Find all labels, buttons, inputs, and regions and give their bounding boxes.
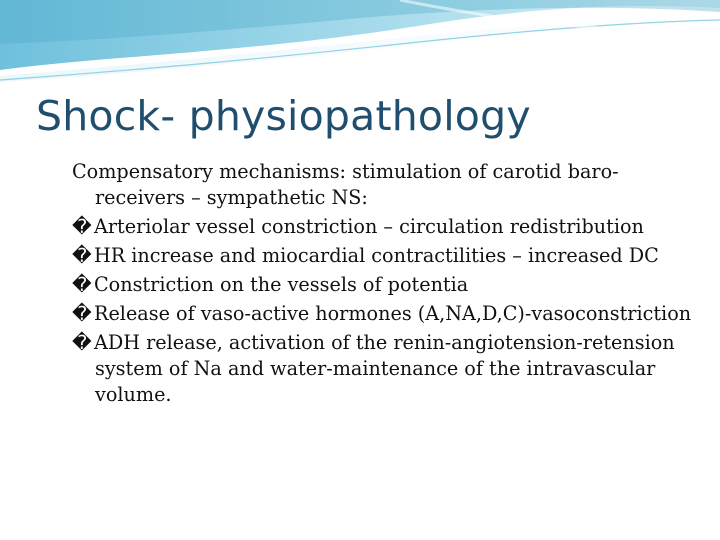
bullet-glyph-icon: � [72, 244, 92, 267]
bullet-text: Constriction on the vessels of potentia [94, 273, 469, 296]
bullet-glyph-icon: � [72, 331, 92, 354]
bullet-item [72, 301, 692, 327]
bullet-glyph-icon: � [72, 215, 92, 238]
bullet-text: ADH release, activation of the renin-angiotension-retension system of Na and water-maintenance of the intravascular volume. [94, 331, 675, 406]
header-wave-decoration [0, 0, 720, 90]
slide-body [72, 159, 692, 411]
bullet-item [72, 243, 692, 269]
bullet-item [72, 272, 692, 298]
bullet-item [72, 330, 692, 408]
bullet-item [72, 214, 692, 240]
slide-title: Shock- physiopathology [36, 92, 531, 140]
bullet-glyph-icon: � [72, 273, 92, 296]
bullet-text: HR increase and miocardial contractilities – increased DC [94, 244, 659, 267]
bullet-text: Release of vaso-active hormones (A,NA,D,C)-vasoconstriction [94, 302, 692, 325]
bullet-glyph-icon: � [72, 302, 92, 325]
intro-paragraph: Compensatory mechanisms: stimulation of carotid baro-receivers – sympathetic NS: [72, 160, 619, 209]
bullet-text: Arteriolar vessel constriction – circulation redistribution [94, 215, 644, 238]
